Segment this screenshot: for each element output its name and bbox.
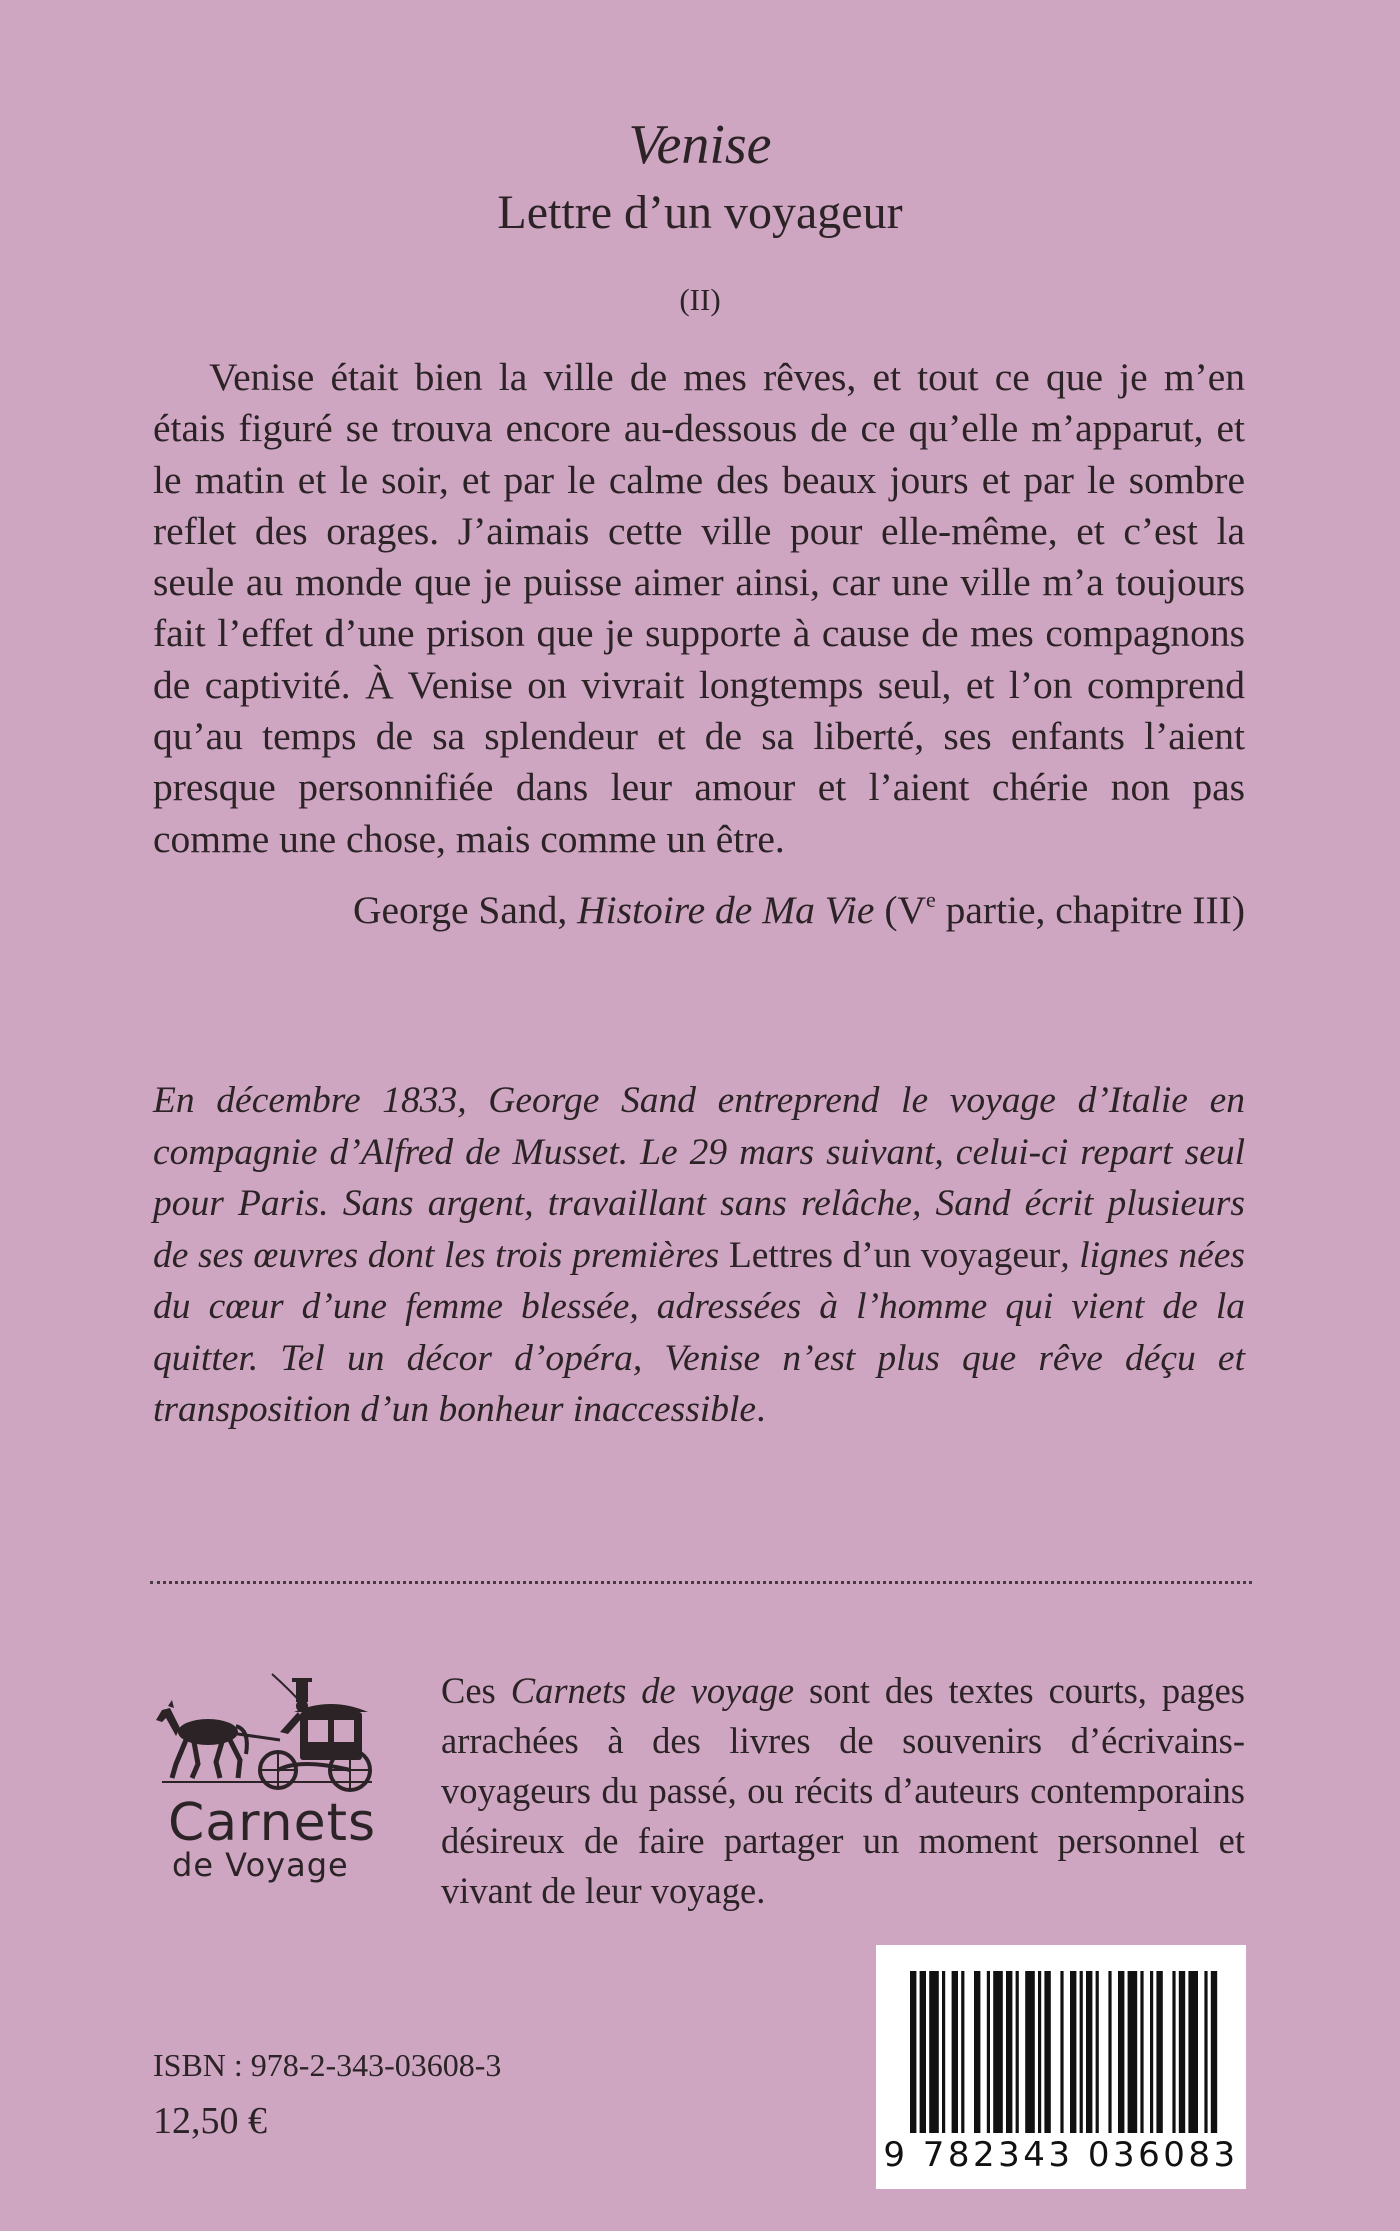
- summary-work-title: Lettres d’un voyageur: [728, 1234, 1061, 1276]
- quote-attribution: [153, 885, 1245, 936]
- horse-carriage-icon: [150, 1670, 395, 1800]
- collection-series-name: Carnets de voyage: [510, 1670, 795, 1711]
- quote-ref-open: (V: [884, 888, 926, 932]
- quote-ref-superscript: e: [926, 887, 936, 912]
- summary-paragraph: [153, 1075, 1245, 1436]
- barcode: [876, 1945, 1246, 2189]
- isbn: ISBN : 978-2-343-03608-3: [153, 2047, 502, 2083]
- quote-paragraph: Venise était bien la ville de mes rêves, et tout ce que je m’en étais figuré se trouva encore au-dessous de ce qu’elle m’apparut, et le matin et le soir, et par le calme des beaux jours et par le sombre reflet des orages. J’aimais cette ville pour elle-même, et c’est la seule au monde que je puisse aimer ainsi, car une ville m’a toujours fait l’effet d’une prison que je supporte à cause de mes compagnons de captivité. À Venise on vivrait longtemps seul, et l’on comprend qu’au temps de sa splendeur et de sa liberté, ses enfants l’aient presque personnifiée dans leur amour et l’aient chérie non pas comme une chose, mais comme un être.: [153, 355, 1245, 861]
- quote-author: George Sand,: [353, 888, 568, 932]
- volume-number: (II): [679, 282, 721, 317]
- collection-description: [441, 1666, 1245, 1916]
- logo-text-carnets: Carnets: [168, 1793, 377, 1853]
- quote-work-title: Histoire de Ma Vie: [577, 888, 875, 932]
- carnets-de-voyage-logo: [150, 1670, 395, 1900]
- dotted-divider: [150, 1581, 1252, 1584]
- price: 12,50 €: [153, 2100, 267, 2142]
- book-subtitle: Lettre d’un voyageur: [497, 186, 903, 239]
- summary-end: .: [756, 1389, 766, 1430]
- logo-text-de-voyage: de Voyage: [172, 1846, 349, 1884]
- collection-intro: Ces: [441, 1670, 511, 1711]
- summary-part-2: , lignes nées du cœur d’une femme blessée, adressées à l’homme qui vient de la quitter. Tel un décor d’opéra, Venise n’est plus que rêve déçu et transposition d’un bonheur inaccessible: [153, 1234, 1245, 1430]
- summary-part-1: En décembre 1833, George Sand entreprend le voyage d’Italie en compagnie d’Alfred de Musset. Le 29 mars suivant, celui-ci repart seul pour Paris. Sans argent, travaillant sans relâche, Sand écrit plusieurs de ses œuvres dont les trois premières: [153, 1080, 1245, 1276]
- barcode-digits: 9 782343 036083: [883, 2135, 1239, 2175]
- book-title: Venise: [628, 114, 772, 176]
- collection-text: sont des textes courts, pages arrachées à des livres de souvenirs d’écrivains-voyageurs du passé, ou récits d’auteurs contemporains désireux de faire partager un moment personnel et vivant de leur voyage.: [441, 1670, 1245, 1911]
- quote-ref-rest: partie, chapitre III): [935, 888, 1245, 932]
